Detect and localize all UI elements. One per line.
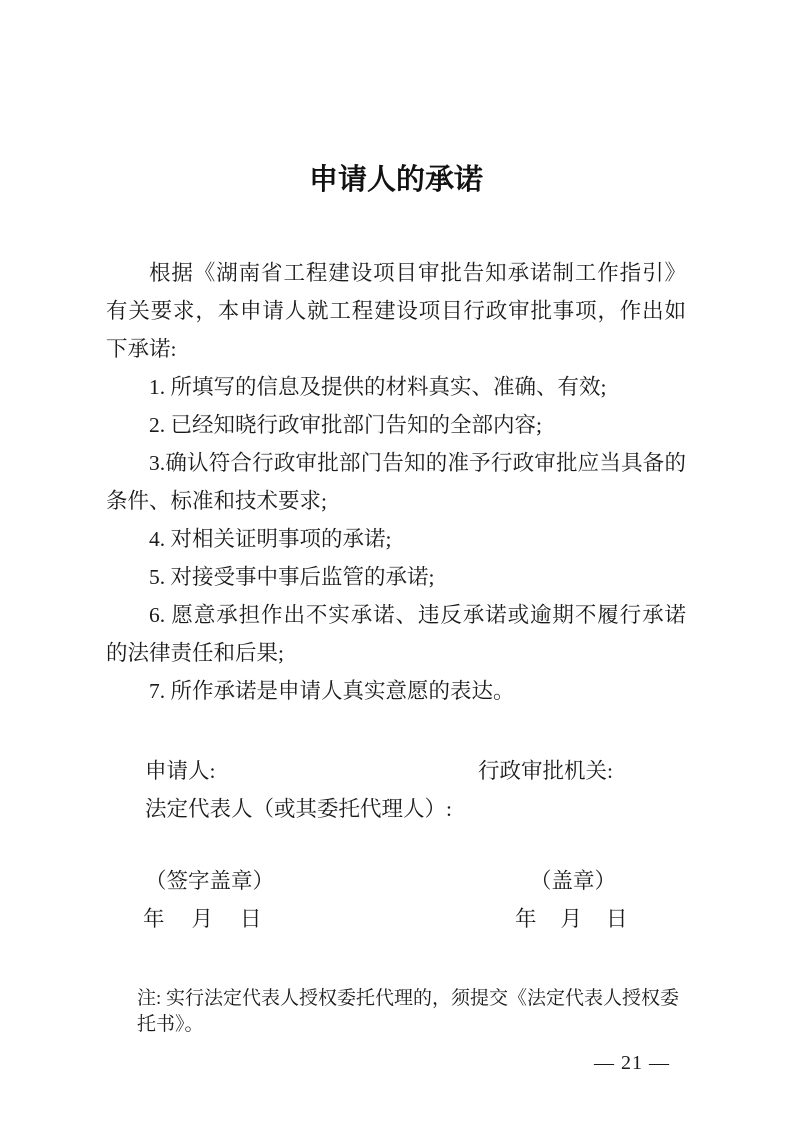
commitment-item-1: 1. 所填写的信息及提供的材料真实、准确、有效; <box>149 375 607 399</box>
commitment-item-2: 2. 已经知晓行政审批部门告知的全部内容; <box>149 413 542 437</box>
commitment-item-6: 6. 愿意承担作出不实承诺、违反承诺或逾期不履行承诺的法律责任和后果; <box>106 603 686 665</box>
footnote: 注: 实行法定代表人授权委托代理的，须提交《法定代表人授权委托书》。 <box>137 988 680 1035</box>
legal-rep-row <box>106 790 686 828</box>
seal-label: （盖章） <box>530 869 617 893</box>
seal-row <box>106 862 686 900</box>
day-label: 日 <box>606 907 628 931</box>
applicant-authority-row <box>106 752 686 790</box>
sign-seal-label: （签字盖章） <box>145 869 275 893</box>
page-number: — 21 — <box>594 1052 670 1074</box>
intro-paragraph: 根据《湖南省工程建设项目审批告知承诺制工作指引》有关要求，本申请人就工程建设项目行政审批事项，作出如下承诺: <box>106 261 686 361</box>
page-title: 申请人的承诺 <box>308 164 483 196</box>
year-label: 年 <box>143 907 165 931</box>
document-content <box>106 0 686 1076</box>
commitment-item-5: 5. 对接受事中事后监管的承诺; <box>149 565 435 589</box>
applicant-label: 申请人: <box>145 759 216 783</box>
date-line-applicant <box>143 900 262 938</box>
date-line-authority <box>515 900 628 938</box>
commitment-item-7: 7. 所作承诺是申请人真实意愿的表达。 <box>149 679 515 703</box>
commitment-item-3: 3.确认符合行政审批部门告知的准予行政审批应当具备的条件、标准和技术要求; <box>106 451 686 513</box>
year-label: 年 <box>515 907 537 931</box>
legal-rep-label: 法定代表人（或其委托代理人）: <box>145 797 452 821</box>
commitment-item-4: 4. 对相关证明事项的承诺; <box>149 527 392 551</box>
month-label: 月 <box>560 907 583 931</box>
day-label: 日 <box>240 907 262 931</box>
authority-label: 行政审批机关: <box>478 759 613 783</box>
month-label: 月 <box>191 907 214 931</box>
date-row <box>106 900 686 938</box>
